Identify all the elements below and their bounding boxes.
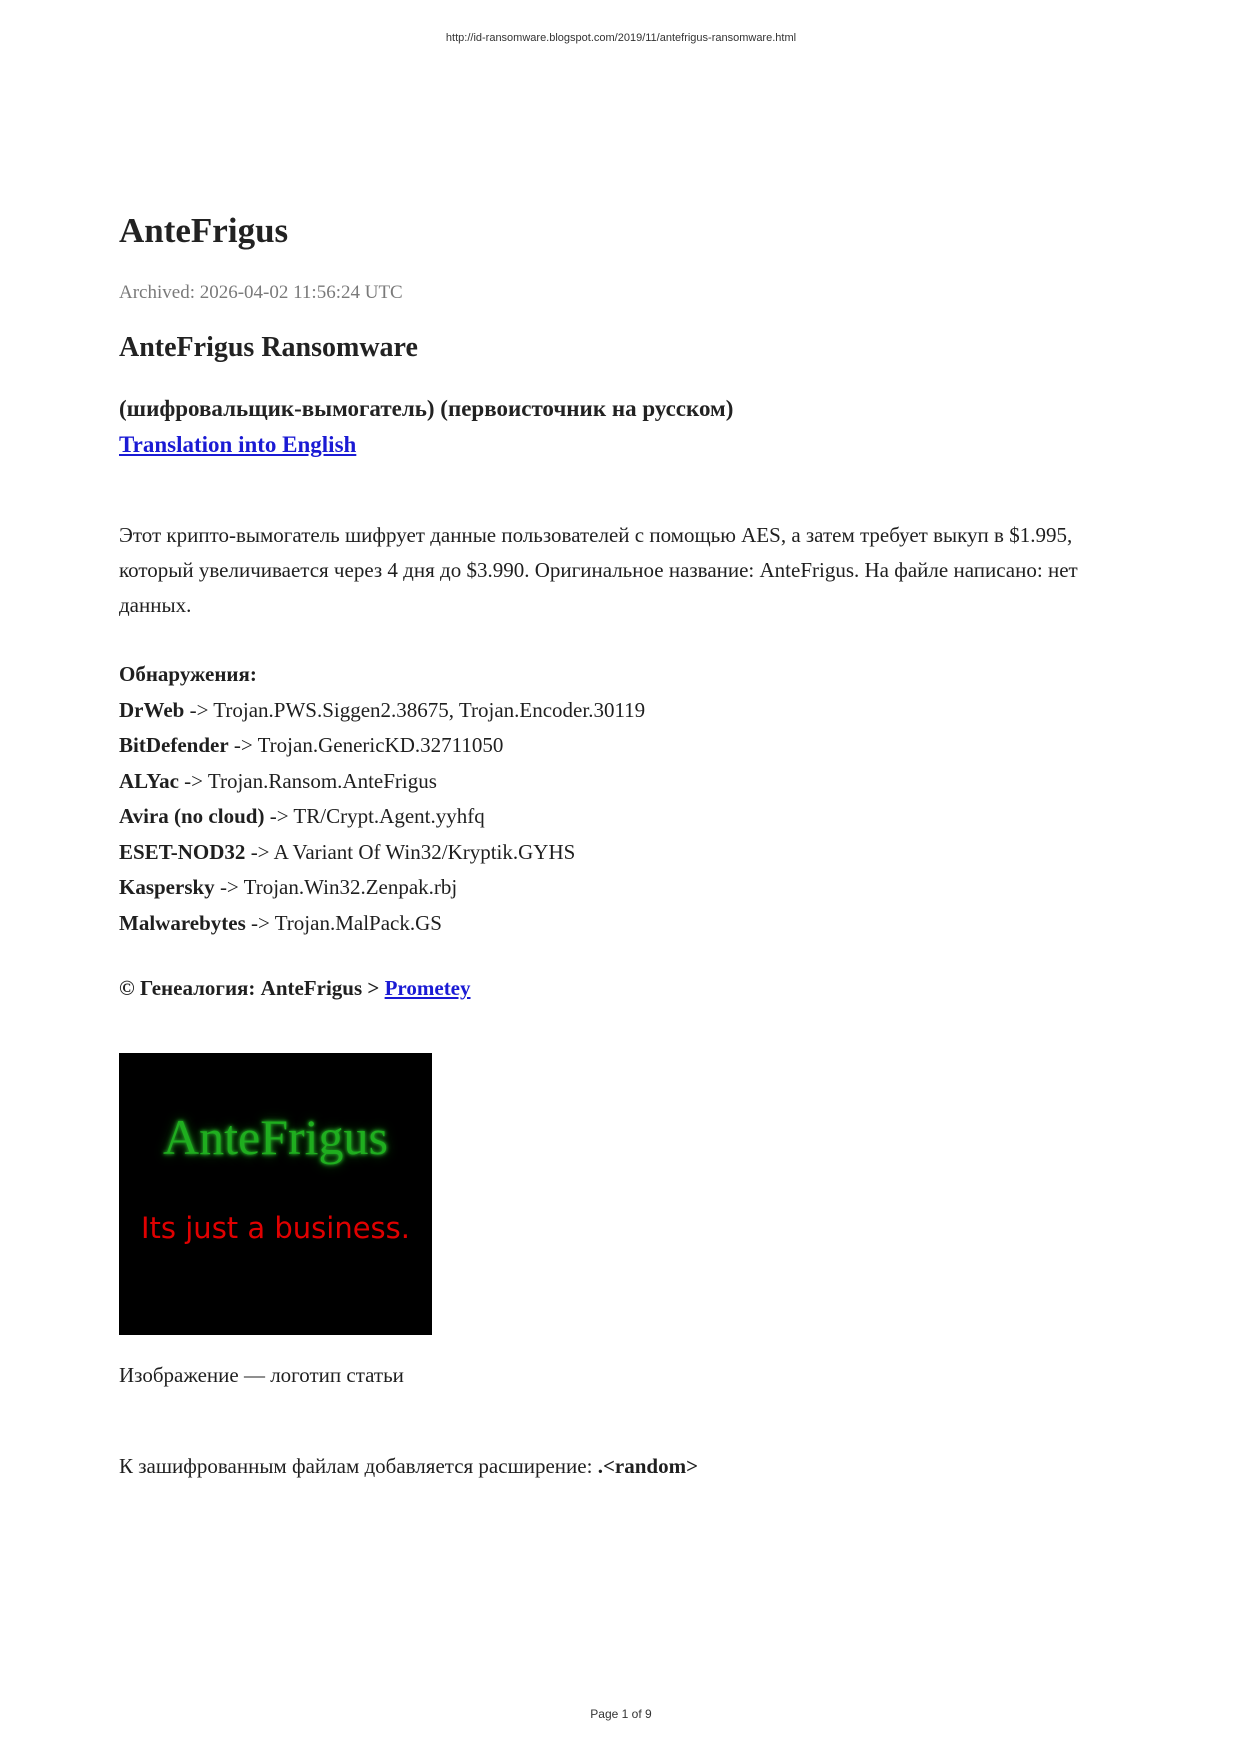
page-title: AnteFrigus <box>119 211 289 250</box>
genealogy-line <box>119 976 1129 1001</box>
detections-list <box>119 657 1129 941</box>
detection-vendor: ESET-NOD32 <box>119 839 246 864</box>
detection-row <box>119 870 1129 906</box>
detection-row <box>119 693 1129 729</box>
detection-row <box>119 764 1129 800</box>
article-logo-image <box>119 1053 432 1335</box>
article-body <box>119 210 1129 1479</box>
detection-result: -> A Variant Of Win32/Kryptik.GYHS <box>245 839 576 864</box>
extension-line <box>119 1454 1129 1479</box>
detection-result: -> TR/Crypt.Agent.yyhfq <box>264 804 485 828</box>
description-paragraph: Этот крипто-вымогатель шифрует данные пользователей с помощью AES, а затем требует выкуп в $1.995, который увеличивается через 4 дня до $3.990. Оригинальное название: AnteFrigus. На файле написано: нет данных. <box>119 523 1078 617</box>
detection-row <box>119 799 1129 835</box>
detection-vendor: BitDefender <box>119 733 229 757</box>
detection-vendor: DrWeb <box>119 697 185 722</box>
article-subtitle: AnteFrigus Ransomware <box>119 332 418 363</box>
logo-caption: Изображение — логотип статьи <box>119 1363 404 1387</box>
detection-vendor: ALYac <box>119 768 179 793</box>
detection-result: -> Trojan.Ransom.AnteFrigus <box>178 768 437 793</box>
prometey-link[interactable]: Prometey <box>384 976 471 1000</box>
logo-title-text: AnteFrigus <box>163 1109 388 1165</box>
detection-row <box>119 835 1129 871</box>
detection-result: -> Trojan.GenericKD.32711050 <box>228 733 504 757</box>
extension-prefix: К зашифрованным файлам добавляется расширение: <box>119 1454 598 1478</box>
detection-vendor: Kaspersky <box>119 875 215 899</box>
detection-result: -> Trojan.MalPack.GS <box>245 910 442 935</box>
logo-tagline-text: Its just a business. <box>141 1211 410 1245</box>
detection-row <box>119 906 1129 942</box>
page-url-header: http://id-ransomware.blogspot.com/2019/11/antefrigus-ransomware.html <box>445 32 797 44</box>
detections-heading: Обнаружения: <box>119 662 257 686</box>
detection-row <box>119 728 1129 764</box>
genealogy-prefix: © Генеалогия: AnteFrigus > <box>119 976 385 1000</box>
translation-link[interactable]: Translation into English <box>119 432 357 457</box>
extension-value: .<random> <box>597 1454 699 1478</box>
detection-vendor: Malwarebytes <box>119 910 246 935</box>
archived-timestamp: Archived: 2026-04-02 11:56:24 UTC <box>119 282 403 303</box>
detection-vendor: Avira (no cloud) <box>119 804 265 828</box>
detection-result: -> Trojan.Win32.Zenpak.rbj <box>214 875 458 899</box>
page-number: Page 1 of 9 <box>590 1707 652 1721</box>
detection-result: -> Trojan.PWS.Siggen2.38675, Trojan.Encoder.30119 <box>184 697 646 722</box>
russian-subtitle: (шифровальщик-вымогатель) (первоисточник на русском) <box>119 396 734 421</box>
